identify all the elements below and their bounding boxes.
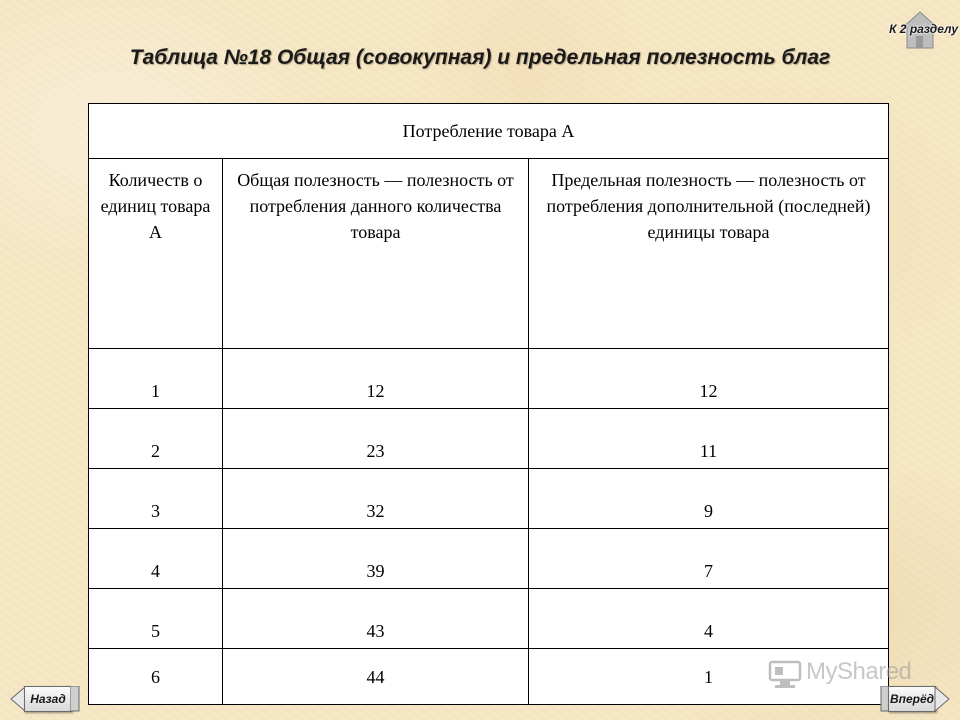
myshared-logo-icon — [768, 656, 804, 690]
table-row — [89, 529, 889, 589]
column-header-marginal-utility: Предельная полезность — полезность от потребления дополнительной (последней) единицы товара — [529, 159, 889, 349]
myshared-watermark — [768, 656, 912, 692]
utility-table — [88, 103, 889, 705]
cell-quantity: 1 — [89, 349, 223, 409]
back-button-label: Назад — [24, 686, 72, 712]
cell-total-utility: 43 — [223, 589, 529, 649]
arrow-right-icon — [934, 686, 950, 712]
forward-button[interactable] — [880, 686, 950, 712]
cell-marginal-utility: 1 — [529, 649, 889, 705]
cell-total-utility: 12 — [223, 349, 529, 409]
cell-total-utility: 32 — [223, 469, 529, 529]
cell-marginal-utility: 9 — [529, 469, 889, 529]
section-2-link[interactable] — [878, 8, 960, 50]
table-row — [89, 409, 889, 469]
watermark-text: MyShared — [806, 658, 912, 685]
cell-quantity: 6 — [89, 649, 223, 705]
table-group-header-row — [89, 104, 889, 159]
column-header-quantity: Количеств о единиц товара А — [89, 159, 223, 349]
page-title: Таблица №18 Общая (совокупная) и предельная полезность благ — [129, 46, 831, 69]
section-link-label: К 2 разделу — [889, 22, 958, 36]
back-button[interactable] — [10, 686, 80, 712]
cell-total-utility: 23 — [223, 409, 529, 469]
cell-marginal-utility: 11 — [529, 409, 889, 469]
cell-marginal-utility: 4 — [529, 589, 889, 649]
table-row — [89, 349, 889, 409]
table-row — [89, 589, 889, 649]
forward-button-label: Вперёд — [888, 686, 936, 712]
table-group-header: Потребление товара А — [89, 104, 889, 159]
cell-quantity: 2 — [89, 409, 223, 469]
cell-total-utility: 39 — [223, 529, 529, 589]
utility-table-container — [88, 103, 888, 705]
back-button-cap-icon — [70, 686, 80, 712]
cell-quantity: 4 — [89, 529, 223, 589]
cell-marginal-utility: 7 — [529, 529, 889, 589]
cell-total-utility: 44 — [223, 649, 529, 705]
cell-quantity: 5 — [89, 589, 223, 649]
table-row — [89, 469, 889, 529]
column-header-total-utility: Общая полезность — полезность от потребления данного количества товара — [223, 159, 529, 349]
table-column-header-row — [89, 159, 889, 349]
cell-quantity: 3 — [89, 469, 223, 529]
cell-marginal-utility: 12 — [529, 349, 889, 409]
